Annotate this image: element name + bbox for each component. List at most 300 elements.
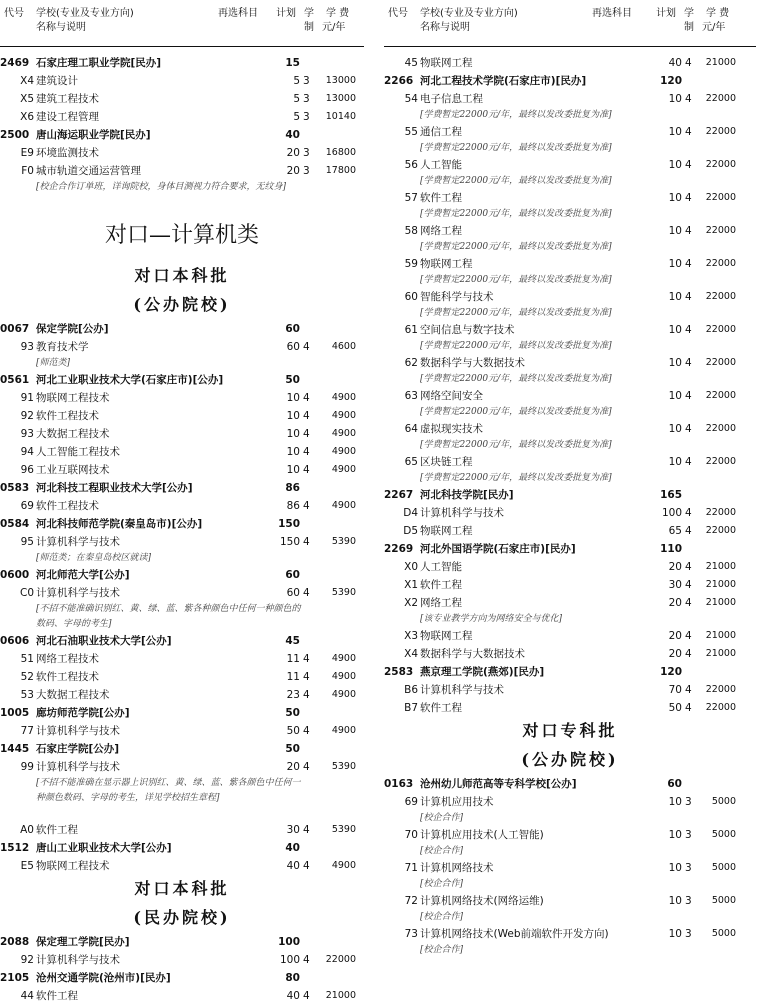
major-name: 智能科学与技术 xyxy=(420,291,494,303)
study-years: 4 xyxy=(303,689,310,701)
major-name: 网络空间安全 xyxy=(420,390,483,402)
institution-row xyxy=(0,54,364,72)
plan-count: 10 xyxy=(286,428,300,440)
plan-count: 20 xyxy=(668,648,682,660)
tuition-fee: 22000 xyxy=(705,507,736,518)
major-row xyxy=(0,425,364,443)
institution-name: 河北外国语学院(石家庄市)[民办] xyxy=(420,543,576,555)
major-name: 计算机应用技术 xyxy=(420,796,494,808)
plan-count: 20 xyxy=(668,630,682,642)
major-name: 计算机科学与技术 xyxy=(36,954,120,966)
major-code: 72 xyxy=(404,895,418,907)
study-years: 3 xyxy=(303,111,310,123)
major-code: 95 xyxy=(20,536,34,548)
institution-name: 河北工业职业技术大学(石家庄市)[公办] xyxy=(36,374,224,386)
major-name: 软件工程 xyxy=(420,579,462,591)
header-years-2: 制 xyxy=(304,22,314,33)
major-row xyxy=(0,72,364,90)
tuition-fee: 5000 xyxy=(711,829,736,840)
study-years: 4 xyxy=(685,648,692,660)
major-code: 55 xyxy=(404,126,418,138)
major-note xyxy=(384,811,756,826)
tuition-fee: 4900 xyxy=(331,689,356,700)
plan-count: 10 xyxy=(668,390,682,402)
header-rule xyxy=(0,46,364,47)
major-name: 网络工程 xyxy=(420,597,462,609)
major-row xyxy=(384,222,756,240)
tuition-fee: 4900 xyxy=(331,410,356,421)
institution-name: 河北石油职业技术大学[公办] xyxy=(36,635,172,647)
batch-title: 对口本科批 xyxy=(134,266,230,285)
plan-count: 70 xyxy=(668,684,682,696)
study-years: 4 xyxy=(685,390,692,402)
plan-count: 65 xyxy=(668,525,682,537)
major-name: 计算机网络技术 xyxy=(420,862,494,874)
plan-count: 10 xyxy=(668,895,682,907)
note-text: [校企合作] xyxy=(420,879,464,889)
major-row xyxy=(384,576,756,594)
major-row xyxy=(384,255,756,273)
major-code: 59 xyxy=(404,258,418,270)
major-row xyxy=(384,189,756,207)
major-row xyxy=(384,522,756,540)
major-name: 计算机科学与技术 xyxy=(36,761,120,773)
major-note xyxy=(0,551,364,566)
category-title: 对口—计算机类 xyxy=(104,223,259,248)
note-text: [学费暂定22000元/年，最终以发改委批复为准] xyxy=(420,176,612,186)
major-name: 物联网工程 xyxy=(420,525,473,537)
major-note xyxy=(0,602,364,632)
tuition-fee: 5390 xyxy=(331,824,356,835)
major-code: 61 xyxy=(404,324,418,336)
tuition-fee: 17800 xyxy=(325,165,356,176)
study-years: 4 xyxy=(685,225,692,237)
plan-count: 5 xyxy=(293,111,300,123)
major-name: 数据科学与大数据技术 xyxy=(420,648,525,660)
school-type-title: (公办院校) xyxy=(133,295,231,314)
major-code: X1 xyxy=(404,579,418,591)
major-name: 计算机应用技术(人工智能) xyxy=(420,829,544,841)
tuition-fee: 22000 xyxy=(325,954,356,965)
major-name: 物联网工程 xyxy=(420,57,473,69)
plan-count: 20 xyxy=(668,561,682,573)
major-row xyxy=(384,793,756,811)
major-code: 45 xyxy=(404,57,418,69)
major-name: 软件工程 xyxy=(36,990,78,1002)
major-name: 大数据工程技术 xyxy=(36,689,110,701)
major-code: X4 xyxy=(404,648,418,660)
study-years: 4 xyxy=(685,258,692,270)
plan-count: 10 xyxy=(668,258,682,270)
right-rows xyxy=(384,54,756,958)
plan-count: 20 xyxy=(286,147,300,159)
study-years: 4 xyxy=(303,587,310,599)
institution-row xyxy=(0,515,364,533)
note-text: [校企合作] xyxy=(420,912,464,922)
major-row xyxy=(0,443,364,461)
plan-count: 5 xyxy=(293,75,300,87)
plan-count: 50 xyxy=(285,743,300,755)
tuition-fee: 22000 xyxy=(705,126,736,137)
major-row xyxy=(0,650,364,668)
institution-name: 唐山海运职业学院[民办] xyxy=(36,129,151,141)
institution-name: 石家庄学院[公办] xyxy=(36,743,120,755)
tuition-fee: 22000 xyxy=(705,423,736,434)
institution-code: 2105 xyxy=(0,972,30,984)
tuition-fee: 13000 xyxy=(325,93,356,104)
institution-code: 2500 xyxy=(0,129,30,141)
major-name: 软件工程技术 xyxy=(36,410,99,422)
major-name: 城市轨道交通运营管理 xyxy=(36,165,141,177)
header-plan: 计划 xyxy=(656,8,676,19)
major-code: B6 xyxy=(404,684,418,696)
study-years: 4 xyxy=(685,702,692,714)
plan-count: 10 xyxy=(668,225,682,237)
batch-title: 对口专科批 xyxy=(522,721,618,740)
header-years-1: 学 xyxy=(304,8,314,19)
plan-count: 10 xyxy=(668,829,682,841)
tuition-fee: 21000 xyxy=(705,648,736,659)
study-years: 4 xyxy=(685,597,692,609)
note-text: [校企合作] xyxy=(420,945,464,955)
major-row xyxy=(384,859,756,877)
study-years: 4 xyxy=(685,423,692,435)
institution-name: 燕京理工学院(燕郊)[民办] xyxy=(420,666,545,678)
tuition-fee: 16800 xyxy=(325,147,356,158)
plan-count: 60 xyxy=(285,323,300,335)
major-row xyxy=(0,497,364,515)
plan-count: 20 xyxy=(668,597,682,609)
major-code: X5 xyxy=(20,93,34,105)
study-years: 4 xyxy=(685,357,692,369)
major-row xyxy=(0,533,364,551)
institution-row xyxy=(0,479,364,497)
major-note xyxy=(384,174,756,189)
study-years: 4 xyxy=(685,57,692,69)
major-code: 92 xyxy=(20,954,34,966)
major-note xyxy=(384,612,756,627)
major-row xyxy=(384,627,756,645)
major-row xyxy=(384,54,756,72)
tuition-fee: 4900 xyxy=(331,671,356,682)
major-row xyxy=(0,144,364,162)
plan-count: 10 xyxy=(668,324,682,336)
major-code: 93 xyxy=(20,428,34,440)
plan-count: 5 xyxy=(293,93,300,105)
major-code: 57 xyxy=(404,192,418,204)
tuition-fee: 22000 xyxy=(705,702,736,713)
left-column xyxy=(0,6,364,1005)
study-years: 4 xyxy=(685,630,692,642)
study-years: 3 xyxy=(685,829,692,841)
major-name: 计算机网络技术(网络运维) xyxy=(420,895,544,907)
plan-count: 100 xyxy=(279,954,300,966)
plan-count: 10 xyxy=(668,159,682,171)
major-code: E5 xyxy=(20,860,34,872)
tuition-fee: 4900 xyxy=(331,653,356,664)
header-fee-1: 学 费 xyxy=(706,8,730,19)
institution-row xyxy=(0,969,364,987)
plan-count: 45 xyxy=(285,635,300,647)
institution-code: 0561 xyxy=(0,374,30,386)
study-years: 4 xyxy=(303,860,310,872)
major-name: 空间信息与数字技术 xyxy=(420,324,515,336)
tuition-fee: 5000 xyxy=(711,862,736,873)
major-code: 93 xyxy=(20,341,34,353)
plan-count: 10 xyxy=(668,93,682,105)
major-name: 计算机科学与技术 xyxy=(420,684,504,696)
note-text: [校企合作] xyxy=(420,813,464,823)
major-row xyxy=(384,558,756,576)
major-code: 91 xyxy=(20,392,34,404)
major-row xyxy=(384,645,756,663)
tuition-fee: 22000 xyxy=(705,357,736,368)
study-years: 4 xyxy=(303,954,310,966)
major-note xyxy=(384,207,756,222)
study-years: 4 xyxy=(685,126,692,138)
major-name: 建设工程管理 xyxy=(36,111,99,123)
plan-count: 165 xyxy=(660,489,682,501)
header-years-2: 制 xyxy=(684,22,694,33)
study-years: 4 xyxy=(303,653,310,665)
major-code: X4 xyxy=(20,75,34,87)
major-code: 77 xyxy=(20,725,34,737)
left-rows xyxy=(0,54,364,1005)
plan-count: 110 xyxy=(660,543,682,555)
major-name: 软件工程技术 xyxy=(36,671,99,683)
institution-code: 2583 xyxy=(384,666,414,678)
tuition-fee: 22000 xyxy=(705,456,736,467)
note-text: [该专业教学方向为网络安全与优化] xyxy=(420,614,563,624)
plan-count: 86 xyxy=(285,482,300,494)
major-row xyxy=(0,407,364,425)
major-note xyxy=(0,356,364,371)
major-code: D5 xyxy=(403,525,418,537)
plan-count: 120 xyxy=(660,666,682,678)
major-note xyxy=(384,141,756,156)
plan-count: 10 xyxy=(668,192,682,204)
header-school-note: 名称与说明 xyxy=(420,22,470,33)
major-code: 70 xyxy=(404,829,418,841)
plan-count: 10 xyxy=(668,928,682,940)
tuition-fee: 4900 xyxy=(331,725,356,736)
study-years: 4 xyxy=(303,392,310,404)
major-row xyxy=(0,668,364,686)
note-text: [学费暂定22000元/年，最终以发改委批复为准] xyxy=(420,143,612,153)
major-name: 建筑设计 xyxy=(36,75,78,87)
major-code: 62 xyxy=(404,357,418,369)
note-text: [学费暂定22000元/年，最终以发改委批复为准] xyxy=(420,341,612,351)
institution-row xyxy=(384,540,756,558)
plan-count: 86 xyxy=(286,500,300,512)
study-years: 4 xyxy=(303,990,310,1002)
major-note xyxy=(384,877,756,892)
institution-name: 河北科技工程职业技术大学[公办] xyxy=(36,482,193,494)
note-text: [学费暂定22000元/年，最终以发改委批复为准] xyxy=(420,242,612,252)
institution-row xyxy=(0,371,364,389)
institution-name: 河北科技学院[民办] xyxy=(420,489,514,501)
major-name: 工业互联网技术 xyxy=(36,464,110,476)
major-name: 计算机科学与技术 xyxy=(36,725,120,737)
header-subjects: 再选科目 xyxy=(218,8,258,19)
major-row xyxy=(384,387,756,405)
plan-count: 60 xyxy=(286,341,300,353)
note-text: [学费暂定22000元/年，最终以发改委批复为准] xyxy=(420,374,612,384)
major-row xyxy=(0,987,364,1005)
major-row xyxy=(384,925,756,943)
major-code: B7 xyxy=(404,702,418,714)
major-name: 软件工程 xyxy=(36,824,78,836)
study-years: 3 xyxy=(685,862,692,874)
major-note xyxy=(384,910,756,925)
major-row xyxy=(0,90,364,108)
major-row xyxy=(0,722,364,740)
major-row xyxy=(0,584,364,602)
plan-count: 10 xyxy=(668,862,682,874)
institution-name: 河北科技师范学院(秦皇岛市)[公办] xyxy=(36,518,203,530)
major-row xyxy=(384,681,756,699)
tuition-fee: 22000 xyxy=(705,390,736,401)
plan-count: 80 xyxy=(285,972,300,984)
plan-count: 150 xyxy=(279,536,300,548)
major-row xyxy=(0,108,364,126)
tuition-fee: 22000 xyxy=(705,159,736,170)
institution-row xyxy=(0,839,364,857)
major-name: 软件工程 xyxy=(420,702,462,714)
major-name: 软件工程 xyxy=(420,192,462,204)
plan-count: 150 xyxy=(278,518,300,530)
plan-count: 11 xyxy=(286,653,300,665)
column-header xyxy=(384,6,756,46)
tuition-fee: 22000 xyxy=(705,324,736,335)
major-code: 51 xyxy=(20,653,34,665)
plan-count: 10 xyxy=(668,126,682,138)
major-code: 94 xyxy=(20,446,34,458)
major-name: 区块链工程 xyxy=(420,456,473,468)
institution-name: 石家庄理工职业学院[民办] xyxy=(36,57,162,69)
note-text: [校企合作] xyxy=(420,846,464,856)
major-name: 软件工程技术 xyxy=(36,500,99,512)
batch-title: 对口本科批 xyxy=(134,879,230,898)
study-years: 4 xyxy=(685,192,692,204)
tuition-fee: 4900 xyxy=(331,500,356,511)
tuition-fee: 4900 xyxy=(331,860,356,871)
header-fee-1: 学 费 xyxy=(326,8,350,19)
tuition-fee: 21000 xyxy=(705,561,736,572)
major-code: 56 xyxy=(404,159,418,171)
tuition-fee: 5390 xyxy=(331,536,356,547)
study-years: 4 xyxy=(685,324,692,336)
plan-count: 50 xyxy=(668,702,682,714)
tuition-fee: 5000 xyxy=(711,796,736,807)
study-years: 4 xyxy=(303,500,310,512)
major-name: 物联网工程技术 xyxy=(36,392,110,404)
major-code: 73 xyxy=(404,928,418,940)
plan-count: 60 xyxy=(667,778,682,790)
major-name: 网络工程 xyxy=(420,225,462,237)
plan-count: 11 xyxy=(286,671,300,683)
major-code: 92 xyxy=(20,410,34,422)
major-name: 计算机科学与技术 xyxy=(36,587,120,599)
major-code: C0 xyxy=(19,587,34,599)
major-row xyxy=(0,162,364,180)
school-type-title: (民办院校) xyxy=(133,908,231,927)
major-code: X6 xyxy=(20,111,34,123)
major-note xyxy=(0,180,364,210)
institution-row xyxy=(384,486,756,504)
institution-code: 0606 xyxy=(0,635,30,647)
plan-count: 10 xyxy=(668,456,682,468)
major-name: 人工智能 xyxy=(420,159,462,171)
major-row xyxy=(0,821,364,839)
major-note xyxy=(0,776,364,821)
header-school: 学校(专业及专业方向) xyxy=(36,8,134,19)
plan-count: 10 xyxy=(668,357,682,369)
plan-count: 50 xyxy=(286,725,300,737)
major-row xyxy=(0,951,364,969)
major-note xyxy=(384,306,756,321)
tuition-fee: 13000 xyxy=(325,75,356,86)
plan-count: 30 xyxy=(286,824,300,836)
major-row xyxy=(384,123,756,141)
major-row xyxy=(0,338,364,356)
institution-code: 2266 xyxy=(384,75,414,87)
tuition-fee: 22000 xyxy=(705,192,736,203)
major-code: 65 xyxy=(404,456,418,468)
major-row xyxy=(0,857,364,875)
major-row xyxy=(384,826,756,844)
major-name: 物联网工程技术 xyxy=(36,860,110,872)
major-code: 69 xyxy=(20,500,34,512)
major-code: F0 xyxy=(21,165,34,177)
major-name: 建筑工程技术 xyxy=(36,93,99,105)
note-text: [学费暂定22000元/年，最终以发改委批复为准] xyxy=(420,407,612,417)
institution-row xyxy=(0,566,364,584)
tuition-fee: 21000 xyxy=(705,57,736,68)
plan-count: 10 xyxy=(668,423,682,435)
header-code: 代号 xyxy=(4,8,24,19)
major-name: 人工智能 xyxy=(420,561,462,573)
major-code: 52 xyxy=(20,671,34,683)
header-years-1: 学 xyxy=(684,8,694,19)
plan-count: 120 xyxy=(660,75,682,87)
study-years: 4 xyxy=(685,684,692,696)
study-years: 4 xyxy=(303,341,310,353)
major-code: 44 xyxy=(20,990,34,1002)
institution-code: 2267 xyxy=(384,489,414,501)
major-code: 71 xyxy=(404,862,418,874)
plan-count: 10 xyxy=(286,410,300,422)
plan-count: 10 xyxy=(668,291,682,303)
header-plan: 计划 xyxy=(276,8,296,19)
header-fee-2: 元/年 xyxy=(322,22,346,33)
tuition-fee: 22000 xyxy=(705,684,736,695)
study-years: 3 xyxy=(303,75,310,87)
major-code: 53 xyxy=(20,689,34,701)
major-note xyxy=(384,339,756,354)
tuition-fee: 10140 xyxy=(325,111,356,122)
major-row xyxy=(384,90,756,108)
major-code: 58 xyxy=(404,225,418,237)
note-text: [不招不能准确识别红、黄、绿、蓝、紫各种颜色中任何一种颜色的数码、字母的考生] xyxy=(36,604,301,629)
plan-count: 40 xyxy=(286,990,300,1002)
study-years: 3 xyxy=(685,928,692,940)
major-row xyxy=(384,321,756,339)
header-fee-2: 元/年 xyxy=(702,22,726,33)
tuition-fee: 4900 xyxy=(331,392,356,403)
note-text: [学费暂定22000元/年，最终以发改委批复为准] xyxy=(420,308,612,318)
institution-code: 1445 xyxy=(0,743,30,755)
